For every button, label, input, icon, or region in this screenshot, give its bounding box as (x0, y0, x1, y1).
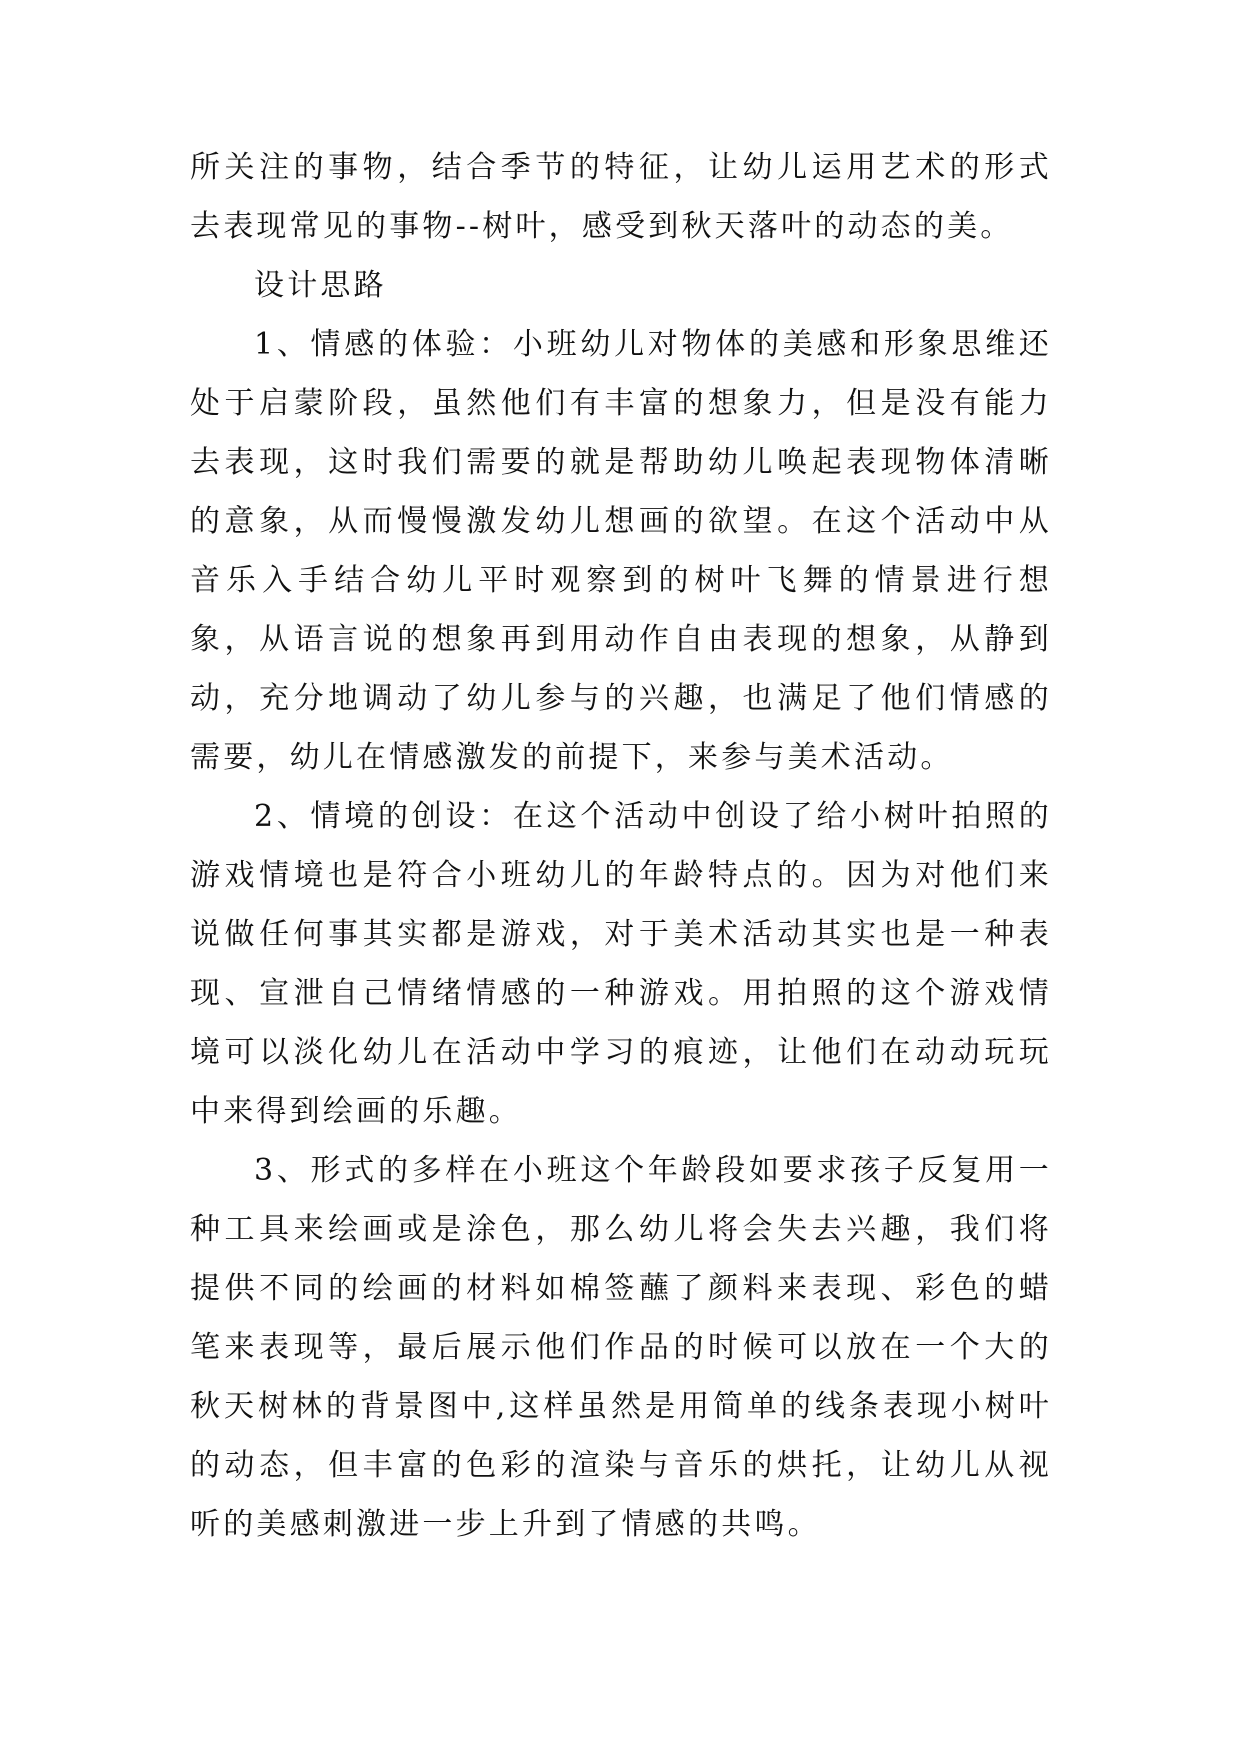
paragraph-intro-continuation: 所关注的事物，结合季节的特征，让幼儿运用艺术的形式去表现常见的事物--树叶，感受到秋天落叶的动态的美。 (190, 150, 1052, 244)
paragraph-situation-creation: 2、情境的创设：在这个活动中创设了给小树叶拍照的游戏情境也是符合小班幼儿的年龄特点的。因为对他们来说做任何事其实都是游戏，对于美术活动其实也是一种表现、宣泄自己情绪情感的一种游戏。用拍照的这个游戏情境可以淡化幼儿在活动中学习的痕迹，让他们在动动玩玩中来得到绘画的乐趣。 (190, 799, 1052, 1129)
paragraph-emotional-experience: 1、情感的体验：小班幼儿对物体的美感和形象思维还处于启蒙阶段，虽然他们有丰富的想象力，但是没有能力去表现，这时我们需要的就是帮助幼儿唤起表现物体清晰的意象，从而慢慢激发幼儿想画的欲望。在这个活动中从音乐入手结合幼儿平时观察到的树叶飞舞的情景进行想象，从语言说的想象再到用动作自由表现的想象，从静到动，充分地调动了幼儿参与的兴趣，也满足了他们情感的需要，幼儿在情感激发的前提下，来参与美术活动。 (190, 327, 1052, 775)
document-body (190, 138, 1052, 1554)
section-heading-design-ideas: 设计思路 (254, 268, 387, 303)
paragraph-form-diversity: 3、形式的多样在小班这个年龄段如要求孩子反复用一种工具来绘画或是涂色，那么幼儿将会失去兴趣，我们将提供不同的绘画的材料如棉签蘸了颜料来表现、彩色的蜡笔来表现等，最后展示他们作品的时候可以放在一个大的秋天树林的背景图中,这样虽然是用简单的线条表现小树叶的动态，但丰富的色彩的渲染与音乐的烘托，让幼儿从视听的美感刺激进一步上升到了情感的共鸣。 (190, 1153, 1052, 1542)
